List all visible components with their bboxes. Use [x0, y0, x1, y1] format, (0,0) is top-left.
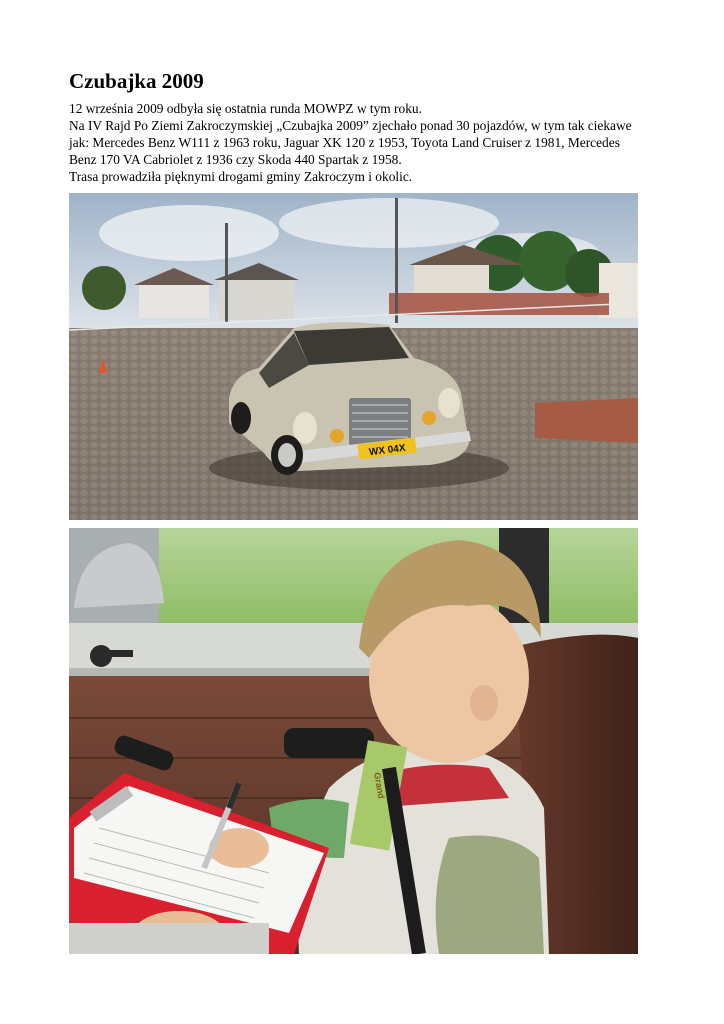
photo-mercedes-car [69, 193, 638, 520]
paragraph-route: Trasa prowadziła pięknymi drogami gminy Zakroczym i okolic. [69, 169, 413, 184]
page-title: Czubajka 2009 [69, 69, 204, 93]
article-body [69, 100, 649, 185]
paragraph-rally: Na IV Rajd Po Ziemi Zakroczymskiej „Czubajka 2009” zjechało ponad 30 pojazdów, w tym tak ciekawe jak: Mercedes Benz W111 z 1963 roku, Jaguar XK 120 z 1953, Toyota Land Cruiser z 1981, Mercedes Benz 170 VA Cabriolet z 1936 czy Skoda 440 Spartak z 1958. [69, 118, 632, 167]
boy-photo-illustration [69, 528, 638, 954]
photo-boy-in-car [69, 528, 638, 954]
license-plate-text: WX 04X [368, 442, 407, 459]
juice-carton-text: Grand [372, 771, 387, 800]
mercedes-photo-illustration [69, 193, 638, 520]
paragraph-date: 12 września 2009 odbyła się ostatnia runda MOWPZ w tym roku. [69, 101, 422, 116]
